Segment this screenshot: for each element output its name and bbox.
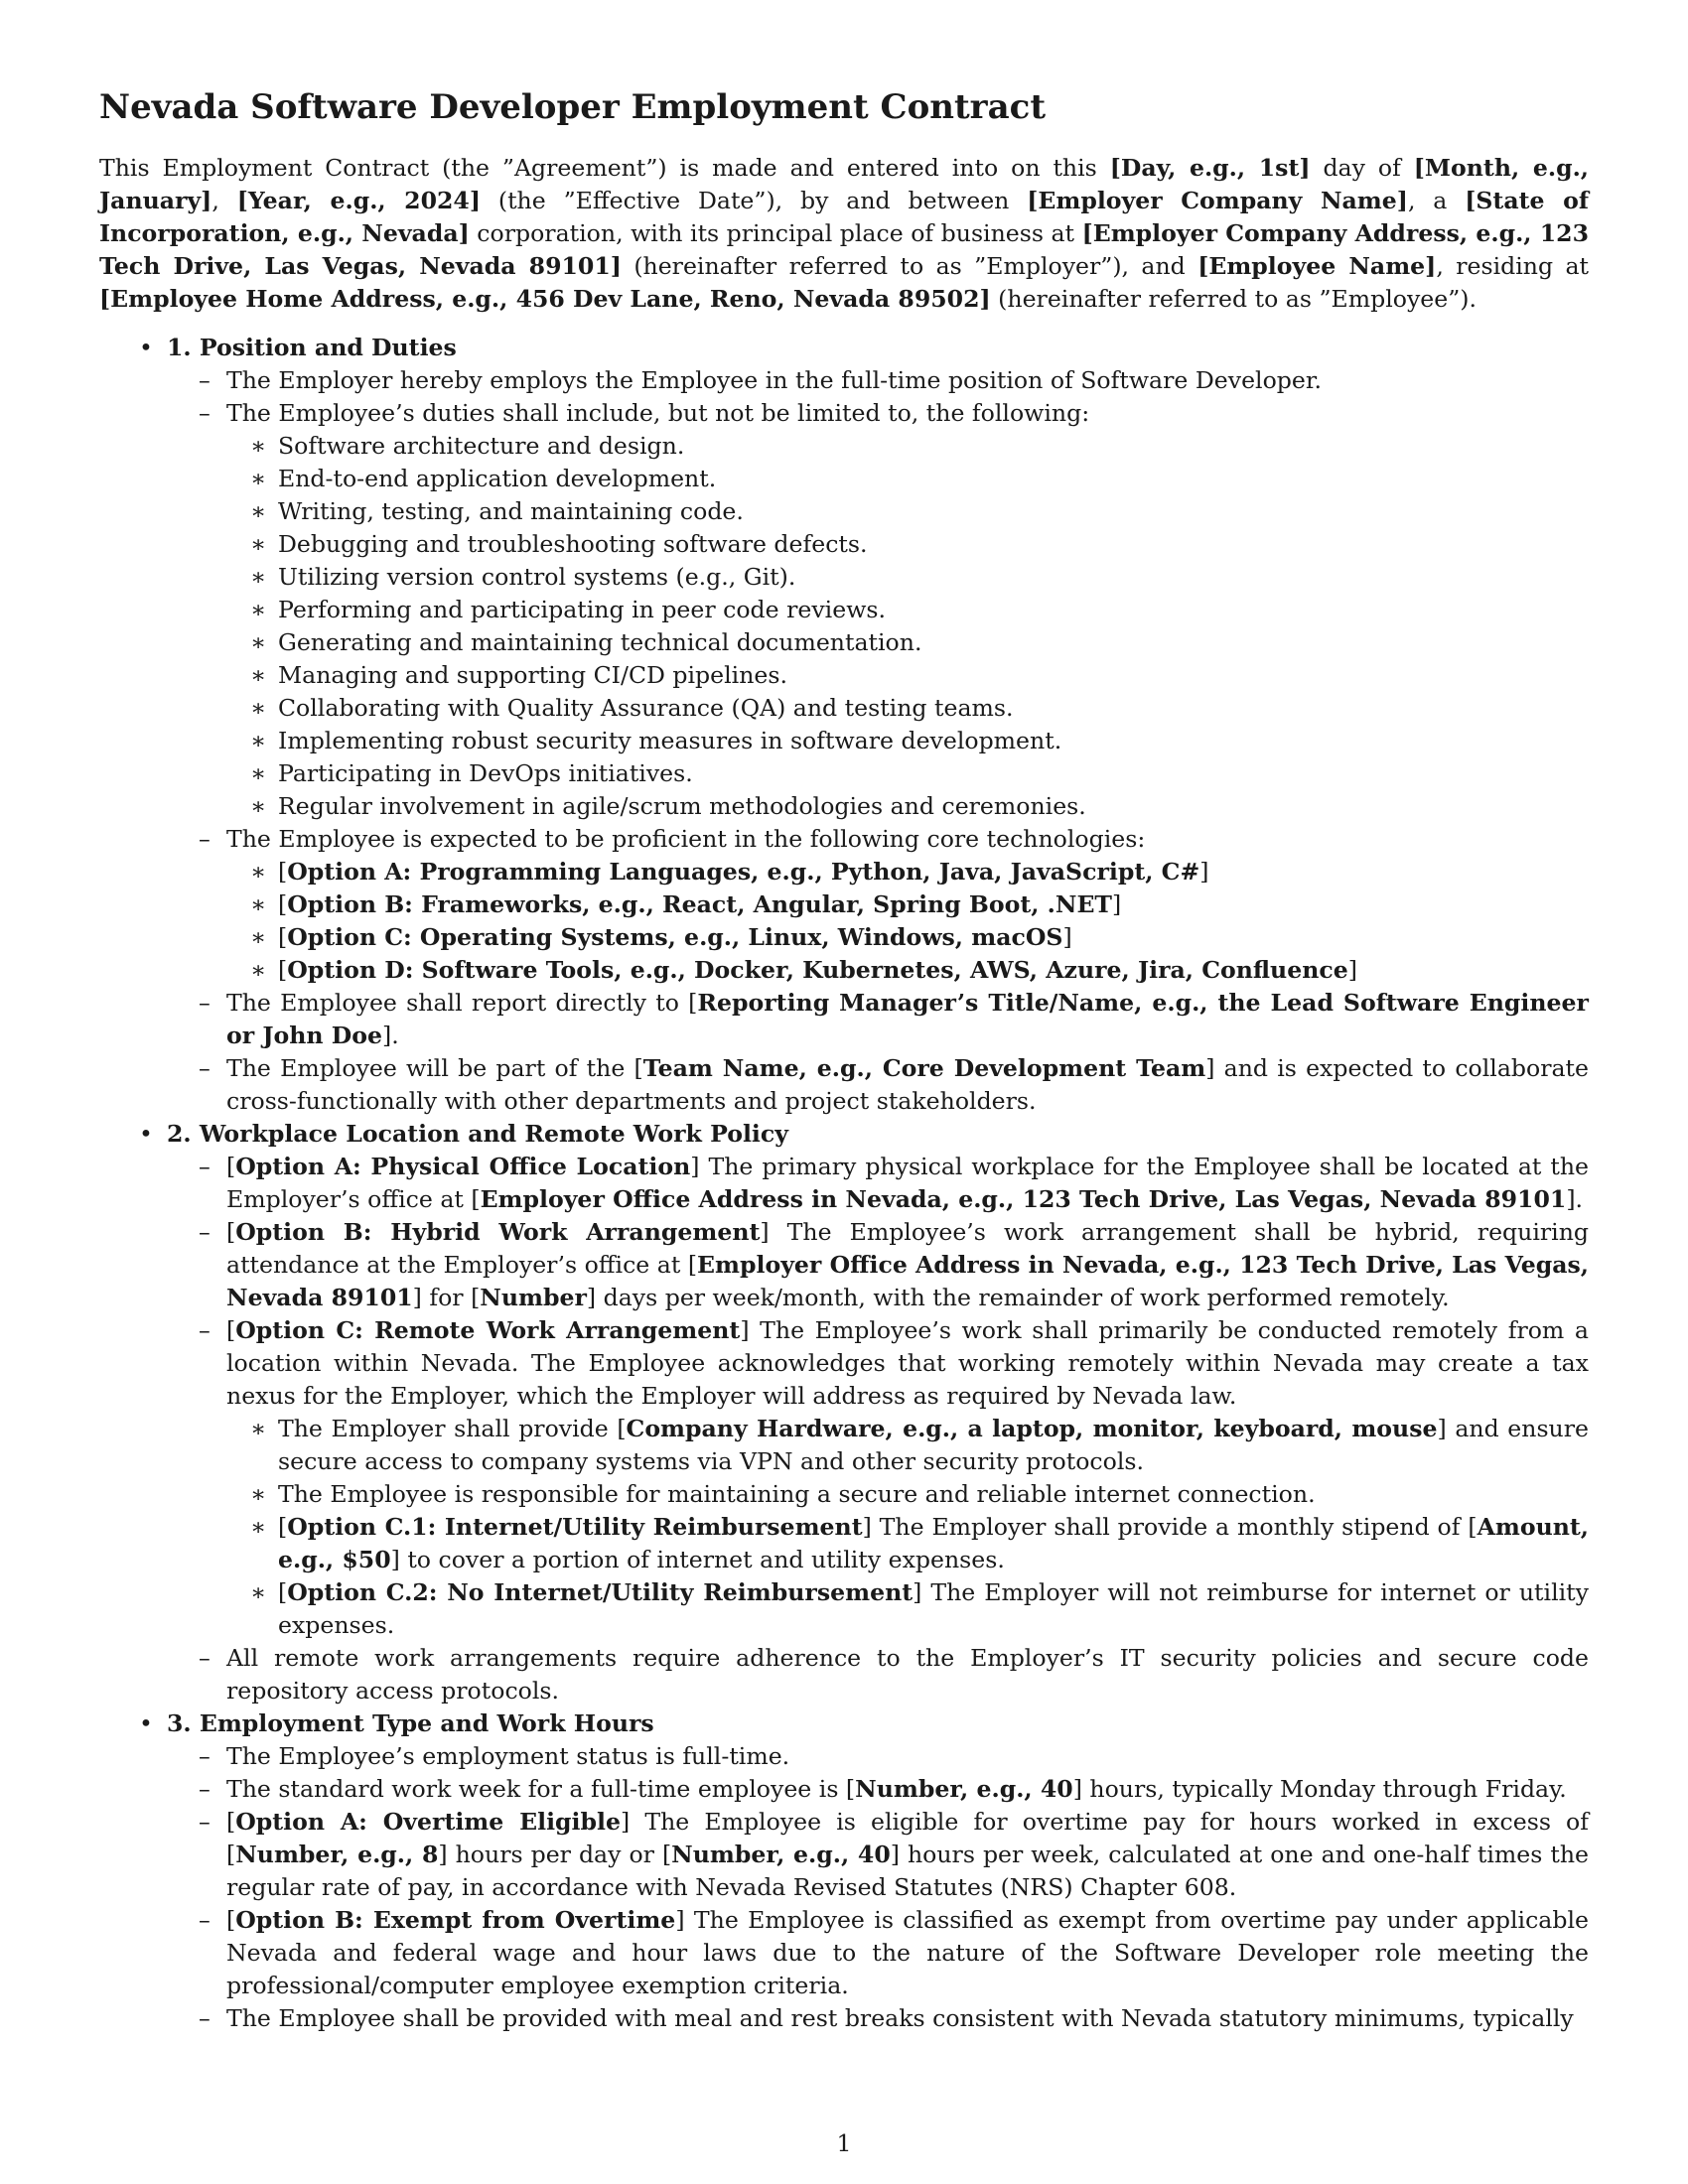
bullet-icon: • bbox=[139, 333, 153, 361]
placeholder-field: [Year, e.g., 2024] bbox=[236, 186, 482, 214]
subclause-item bbox=[226, 594, 1589, 626]
text-run: Collaborating with Quality Assurance (QA) and testing teams. bbox=[278, 693, 1014, 722]
placeholder-field: Number, e.g., 40 bbox=[671, 1840, 891, 1868]
text-run: ] days per week/month, with the remainder of work performed remotely. bbox=[586, 1283, 1450, 1311]
placeholder-field: Option A: Overtime Eligible bbox=[235, 1807, 621, 1836]
section-list bbox=[99, 332, 1589, 2035]
clause-item bbox=[167, 1904, 1589, 2002]
asterisk-icon: ∗ bbox=[250, 562, 267, 591]
dash-icon: – bbox=[199, 1905, 211, 1934]
text-run: This Employment Contract (the ”Agreement”) is made and entered into on this bbox=[99, 153, 1110, 182]
text-run: , a bbox=[1407, 186, 1466, 214]
text-run: ] The Employee’s work arrangement shall be hybrid, requiring attendance at the Employer’s office at [ bbox=[226, 1217, 1589, 1279]
subclause-item bbox=[226, 921, 1589, 954]
text-run: (the ”Effective Date”), by and between bbox=[481, 186, 1028, 214]
placeholder-field: Option D: Software Tools, e.g., Docker, Kubernetes, AWS, Azure, Jira, Confluence bbox=[287, 955, 1348, 984]
placeholder-field: [Employer Company Name] bbox=[1027, 186, 1408, 214]
text-run: [ bbox=[278, 1577, 288, 1606]
text-run: ] The Employee is eligible for overtime pay for hours worked in excess of [ bbox=[226, 1807, 1589, 1868]
dash-icon: – bbox=[199, 398, 211, 427]
asterisk-icon: ∗ bbox=[250, 496, 267, 525]
placeholder-field: Amount, e.g., $50 bbox=[278, 1512, 1590, 1573]
clause-item bbox=[167, 1151, 1589, 1216]
text-run: (hereinafter referred to as ”Employee”). bbox=[990, 284, 1477, 313]
text-run: ] hours, typically Monday through Friday. bbox=[1072, 1774, 1567, 1803]
clause-item bbox=[167, 1740, 1589, 1773]
text-run: day of bbox=[1310, 153, 1414, 182]
dash-icon: – bbox=[199, 1741, 211, 1770]
text-run: [ bbox=[226, 1315, 236, 1344]
text-run: ] bbox=[1112, 889, 1122, 918]
text-run: [ bbox=[278, 1512, 288, 1541]
subclause-list bbox=[226, 430, 1589, 823]
text-run: ] The Employee is classified as exempt from overtime pay under applicable Nevada and federal wage and hour laws due to the nature of the Software Developer role meeting the professional/computer employee exemption criteria. bbox=[226, 1905, 1589, 1999]
section-heading: 3. Employment Type and Work Hours bbox=[167, 1708, 654, 1737]
text-run: End-to-end application development. bbox=[278, 464, 717, 492]
subclause-item bbox=[226, 1576, 1589, 1642]
text-run: Writing, testing, and maintaining code. bbox=[278, 496, 744, 525]
asterisk-icon: ∗ bbox=[250, 627, 267, 656]
subclause-item bbox=[226, 692, 1589, 725]
clause-item bbox=[167, 1216, 1589, 1314]
dash-icon: – bbox=[199, 1643, 211, 1672]
clause-list bbox=[167, 1151, 1589, 1707]
text-run: Debugging and troubleshooting software defects. bbox=[278, 529, 868, 558]
asterisk-icon: ∗ bbox=[250, 889, 267, 918]
clause-item bbox=[167, 1806, 1589, 1904]
page-number: 1 bbox=[836, 2129, 852, 2157]
dash-icon: – bbox=[199, 1774, 211, 1803]
text-run: Participating in DevOps initiatives. bbox=[278, 758, 693, 787]
text-run: ] The Employer shall provide a monthly stipend of [ bbox=[862, 1512, 1477, 1541]
text-run: ] hours per week, calculated at one and one-half times the regular rate of pay, in accordance with Nevada Revised Statutes (NRS) Chapter 608. bbox=[226, 1840, 1589, 1901]
asterisk-icon: ∗ bbox=[250, 1414, 267, 1442]
bullet-icon: • bbox=[139, 1708, 153, 1737]
text-run: Utilizing version control systems (e.g., Git). bbox=[278, 562, 796, 591]
text-run: Performing and participating in peer code reviews. bbox=[278, 595, 886, 623]
subclause-item bbox=[226, 528, 1589, 561]
placeholder-field: Option C: Operating Systems, e.g., Linux, Windows, macOS bbox=[287, 922, 1063, 951]
text-run: [ bbox=[226, 1152, 236, 1180]
clause-list bbox=[167, 364, 1589, 1118]
text-run: The Employee is responsible for maintaining a secure and reliable internet connection. bbox=[278, 1479, 1316, 1508]
placeholder-field: Team Name, e.g., Core Development Team bbox=[642, 1053, 1206, 1082]
text-run: [ bbox=[226, 1905, 236, 1934]
text-run: ] bbox=[1347, 955, 1357, 984]
text-run: , bbox=[211, 186, 237, 214]
text-run: The Employer hereby employs the Employee in the full-time position of Software Developer. bbox=[226, 365, 1323, 394]
text-run: ]. bbox=[382, 1021, 399, 1049]
clause-item bbox=[167, 2002, 1589, 2035]
subclause-item bbox=[226, 1511, 1589, 1576]
placeholder-field: [Employee Home Address, e.g., 456 Dev Lane, Reno, Nevada 89502] bbox=[99, 284, 991, 313]
text-run: [ bbox=[226, 1807, 236, 1836]
section-item bbox=[99, 332, 1589, 1118]
placeholder-field: Option B: Frameworks, e.g., React, Angular, Spring Boot, .NET bbox=[287, 889, 1112, 918]
placeholder-field: Option C.1: Internet/Utility Reimbursement bbox=[287, 1512, 863, 1541]
placeholder-field: [Day, e.g., 1st] bbox=[1109, 153, 1311, 182]
subclause-list bbox=[226, 856, 1589, 987]
subclause-item bbox=[226, 659, 1589, 692]
asterisk-icon: ∗ bbox=[250, 1479, 267, 1508]
text-run: Managing and supporting CI/CD pipelines. bbox=[278, 660, 787, 689]
placeholder-field: Option A: Physical Office Location bbox=[235, 1152, 691, 1180]
text-run: ]. bbox=[1566, 1184, 1584, 1213]
dash-icon: – bbox=[199, 824, 211, 853]
clause-item bbox=[167, 1052, 1589, 1118]
subclause-item bbox=[226, 757, 1589, 790]
text-run: The Employee’s duties shall include, but not be limited to, the following: bbox=[226, 398, 1090, 427]
text-run: (hereinafter referred to as ”Employer”), and bbox=[621, 251, 1198, 280]
placeholder-field: [Employee Name] bbox=[1197, 251, 1437, 280]
text-run: corporation, with its principal place of business at bbox=[469, 218, 1082, 247]
text-run: ] The Employer will not reimburse for internet or utility expenses. bbox=[278, 1577, 1589, 1639]
placeholder-field: Company Hardware, e.g., a laptop, monitor, keyboard, mouse bbox=[626, 1414, 1438, 1442]
text-run: [ bbox=[278, 857, 288, 886]
text-run: The Employer shall provide [ bbox=[278, 1414, 627, 1442]
placeholder-field: Option C.2: No Internet/Utility Reimbursement bbox=[287, 1577, 914, 1606]
subclause-item bbox=[226, 790, 1589, 823]
placeholder-field: Employer Office Address in Nevada, e.g., 123 Tech Drive, Las Vegas, Nevada 89101 bbox=[480, 1184, 1567, 1213]
subclause-item bbox=[226, 725, 1589, 757]
text-run: ] bbox=[1199, 857, 1209, 886]
asterisk-icon: ∗ bbox=[250, 693, 267, 722]
placeholder-field: Option C: Remote Work Arrangement bbox=[235, 1315, 741, 1344]
text-run: ] The primary physical workplace for the Employee shall be located at the Employer’s office at [ bbox=[226, 1152, 1589, 1213]
subclause-list bbox=[226, 1413, 1589, 1642]
text-run: ] hours per day or [ bbox=[438, 1840, 672, 1868]
subclause-item bbox=[226, 561, 1589, 594]
subclause-item bbox=[226, 856, 1589, 888]
subclause-item bbox=[226, 463, 1589, 495]
clause-item bbox=[167, 397, 1589, 823]
text-run: ] and ensure secure access to company systems via VPN and other security protocols. bbox=[278, 1414, 1589, 1475]
dash-icon: – bbox=[199, 1053, 211, 1082]
subclause-item bbox=[226, 626, 1589, 659]
subclause-item bbox=[226, 1478, 1589, 1511]
placeholder-field: Option A: Programming Languages, e.g., Python, Java, JavaScript, C# bbox=[287, 857, 1200, 886]
placeholder-field: Option B: Exempt from Overtime bbox=[235, 1905, 676, 1934]
asterisk-icon: ∗ bbox=[250, 922, 267, 951]
asterisk-icon: ∗ bbox=[250, 431, 267, 460]
dash-icon: – bbox=[199, 365, 211, 394]
asterisk-icon: ∗ bbox=[250, 1577, 267, 1606]
asterisk-icon: ∗ bbox=[250, 726, 267, 754]
text-run: Regular involvement in agile/scrum methodologies and ceremonies. bbox=[278, 791, 1086, 820]
text-run: , residing at bbox=[1436, 251, 1590, 280]
clause-item bbox=[167, 987, 1589, 1052]
text-run: ] bbox=[1062, 922, 1072, 951]
contract-page bbox=[99, 87, 1589, 2035]
dash-icon: – bbox=[199, 988, 211, 1017]
subclause-item bbox=[226, 430, 1589, 463]
placeholder-field: [State of Incorporation, e.g., Nevada] bbox=[99, 186, 1589, 247]
text-run: Generating and maintaining technical documentation. bbox=[278, 627, 922, 656]
dash-icon: – bbox=[199, 1152, 211, 1180]
text-run: [ bbox=[278, 889, 288, 918]
text-run: The Employee will be part of the [ bbox=[226, 1053, 643, 1082]
placeholder-field: Number, e.g., 8 bbox=[235, 1840, 439, 1868]
subclause-item bbox=[226, 888, 1589, 921]
clause-item bbox=[167, 1773, 1589, 1806]
text-run: ] for [ bbox=[412, 1283, 481, 1311]
dash-icon: – bbox=[199, 1315, 211, 1344]
asterisk-icon: ∗ bbox=[250, 955, 267, 984]
text-run: All remote work arrangements require adherence to the Employer’s IT security policies and secure code repository access protocols. bbox=[226, 1643, 1589, 1705]
asterisk-icon: ∗ bbox=[250, 1512, 267, 1541]
text-run: The standard work week for a full-time employee is [ bbox=[226, 1774, 856, 1803]
section-heading: 2. Workplace Location and Remote Work Policy bbox=[167, 1119, 788, 1148]
clause-list bbox=[167, 1740, 1589, 2035]
clause-item bbox=[167, 364, 1589, 397]
placeholder-field: Option B: Hybrid Work Arrangement bbox=[235, 1217, 761, 1246]
text-run: The Employee’s employment status is full-time. bbox=[226, 1741, 790, 1770]
placeholder-field: Number bbox=[480, 1283, 587, 1311]
text-run: ] The Employee’s work shall primarily be conducted remotely from a location within Nevada. The Employee acknowledges that working remotely within Nevada may create a tax nexus for the Employer, which the Employer will address as required by Nevada law. bbox=[226, 1315, 1589, 1410]
placeholder-field: Employer Office Address in Nevada, e.g., 123 Tech Drive, Las Vegas, Nevada 89101 bbox=[226, 1250, 1589, 1311]
asterisk-icon: ∗ bbox=[250, 758, 267, 787]
section-heading: 1. Position and Duties bbox=[167, 333, 457, 361]
text-run: The Employee is expected to be proficient in the following core technologies: bbox=[226, 824, 1146, 853]
asterisk-icon: ∗ bbox=[250, 464, 267, 492]
asterisk-icon: ∗ bbox=[250, 595, 267, 623]
text-run: [ bbox=[278, 922, 288, 951]
placeholder-field: [Employer Company Address, e.g., 123 Tech Drive, Las Vegas, Nevada 89101] bbox=[99, 218, 1589, 280]
text-run: ] and is expected to collaborate cross-functionally with other departments and project stakeholders. bbox=[226, 1053, 1589, 1115]
document-title: Nevada Software Developer Employment Contract bbox=[99, 87, 1047, 127]
subclause-item bbox=[226, 954, 1589, 987]
section-item bbox=[99, 1707, 1589, 2035]
text-run: Software architecture and design. bbox=[278, 431, 685, 460]
subclause-item bbox=[226, 1413, 1589, 1478]
dash-icon: – bbox=[199, 1217, 211, 1246]
subclause-item bbox=[226, 495, 1589, 528]
text-run: The Employee shall be provided with meal and rest breaks consistent with Nevada statutory minimums, typically bbox=[226, 2003, 1574, 2032]
asterisk-icon: ∗ bbox=[250, 529, 267, 558]
clause-item bbox=[167, 823, 1589, 987]
clause-item bbox=[167, 1642, 1589, 1707]
dash-icon: – bbox=[199, 2003, 211, 2032]
dash-icon: – bbox=[199, 1807, 211, 1836]
text-run: The Employee shall report directly to [ bbox=[226, 988, 698, 1017]
text-run: [ bbox=[226, 1217, 236, 1246]
placeholder-field: Number, e.g., 40 bbox=[855, 1774, 1073, 1803]
asterisk-icon: ∗ bbox=[250, 791, 267, 820]
section-item bbox=[99, 1118, 1589, 1707]
asterisk-icon: ∗ bbox=[250, 857, 267, 886]
bullet-icon: • bbox=[139, 1119, 153, 1148]
asterisk-icon: ∗ bbox=[250, 660, 267, 689]
intro-paragraph bbox=[99, 152, 1589, 316]
clause-item bbox=[167, 1314, 1589, 1642]
text-run: [ bbox=[278, 955, 288, 984]
placeholder-field: Reporting Manager’s Title/Name, e.g., the Lead Software Engineer or John Doe bbox=[226, 988, 1589, 1049]
text-run: ] to cover a portion of internet and utility expenses. bbox=[390, 1545, 1005, 1573]
placeholder-field: [Month, e.g., January] bbox=[99, 153, 1590, 214]
text-run: Implementing robust security measures in software development. bbox=[278, 726, 1062, 754]
